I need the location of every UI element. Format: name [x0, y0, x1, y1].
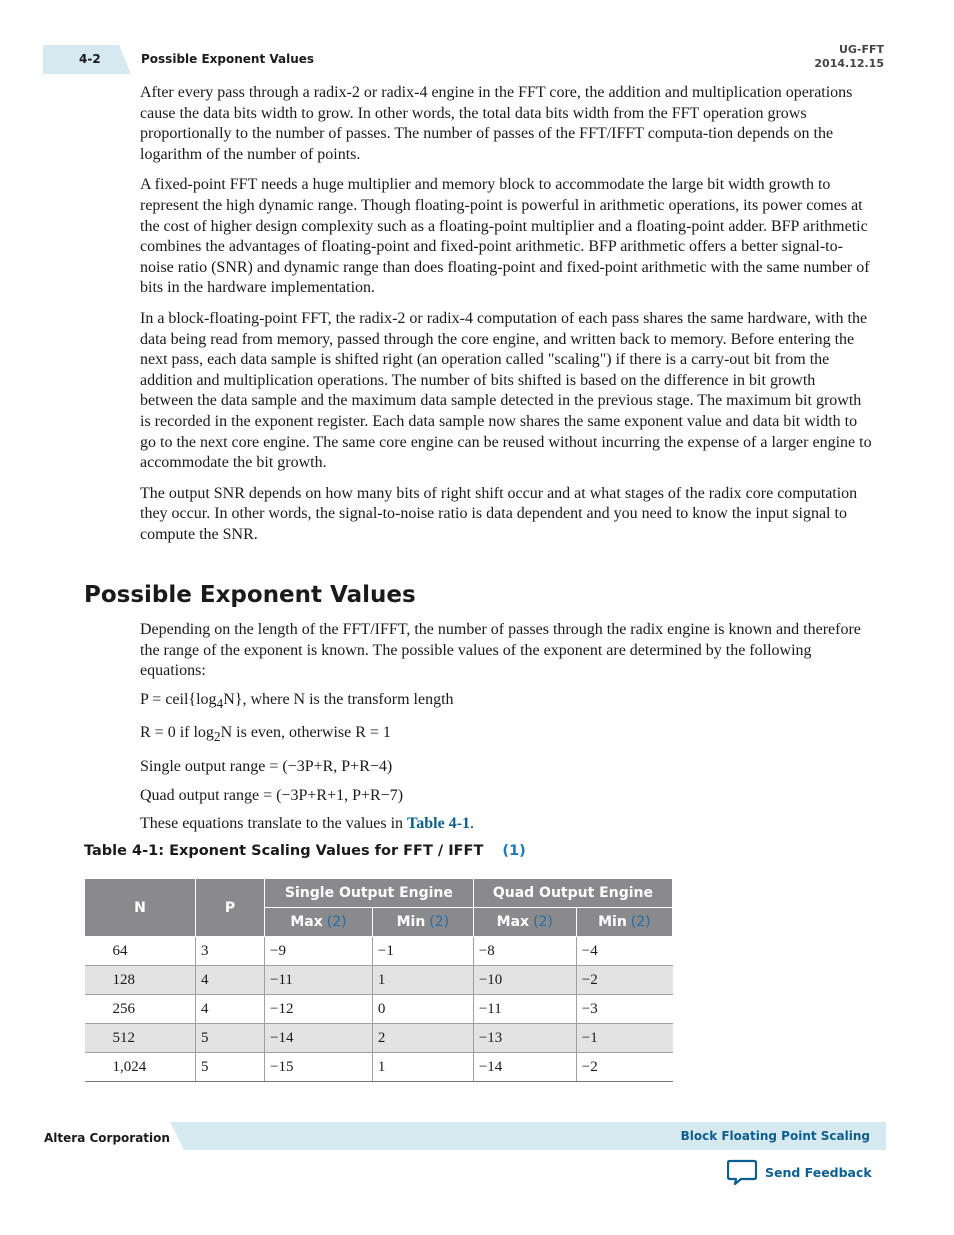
cell-n: 128	[85, 966, 196, 995]
doc-date: 2014.12.15	[814, 57, 884, 70]
cell-single-min: 1	[372, 1053, 473, 1082]
footnote-link[interactable]: (1)	[502, 843, 526, 859]
col-header-n: N	[85, 879, 196, 937]
send-feedback-label: Send Feedback	[765, 1164, 872, 1180]
footnote-link[interactable]: (2)	[533, 914, 553, 930]
cell-quad-max: −10	[473, 966, 576, 995]
cell-quad-min: −4	[576, 937, 672, 966]
paragraph: After every pass through a radix-2 or radix-4 engine in the FFT core, the addition and multiplication operations cause the data bits width to grow. In other words, the total data bits width from the FFT operation grows proportionally to the number of passes. The number of passes of the FFT/IFFT computa-tion depends on the logarithm of the number of points.	[140, 84, 853, 163]
speech-bubble-icon	[727, 1159, 757, 1185]
cell-quad-min: −1	[576, 1024, 672, 1053]
cell-quad-max: −8	[473, 937, 576, 966]
cell-single-max: −11	[265, 966, 373, 995]
cell-single-min: 0	[372, 995, 473, 1024]
paragraph: The output SNR depends on how many bits of right shift occur and at what stages of the radix core computation they occur. In other words, the signal-to-noise ratio is data dependent and you need to know the input signal to compute the SNR.	[140, 484, 858, 543]
table-link[interactable]: Table 4-1	[407, 815, 471, 833]
doc-info	[814, 43, 884, 71]
group-header-single: Single Output Engine	[265, 879, 474, 908]
cell-single-max: −12	[265, 995, 373, 1024]
table-caption	[84, 843, 526, 859]
cell-p: 4	[196, 995, 265, 1024]
cell-quad-min: −3	[576, 995, 672, 1024]
equation-single-range: Single output range = (−3P+R, P+R−4)	[140, 757, 393, 775]
cell-n: 1,024	[85, 1053, 196, 1082]
footer-company: Altera Corporation	[44, 1131, 170, 1145]
col-header-p: P	[196, 879, 265, 937]
doc-id: UG-FFT	[838, 43, 884, 56]
group-header-quad: Quad Output Engine	[473, 879, 672, 908]
running-header-title: Possible Exponent Values	[141, 52, 315, 66]
cell-n: 256	[85, 995, 196, 1024]
cell-n: 512	[85, 1024, 196, 1053]
table-caption-text: Table 4-1: Exponent Scaling Values for FFT / IFFT	[84, 843, 484, 859]
cell-p: 5	[196, 1053, 265, 1082]
cell-quad-min: −2	[576, 1053, 672, 1082]
exponent-table	[84, 878, 673, 1082]
footnote-link[interactable]: (2)	[429, 914, 450, 930]
paragraph: In a block-floating-point FFT, the radix-2 or radix-4 computation of each pass shares the same hardware, with the data being read from memory, passed through the core engine, and written back to memory. Before entering the next pass, each data sample is shifted right (an operation called "scaling") if there is a carry-out bit from the addition and multiplication operations. The number of bits shifted is based on the difference in bit growth between the data sample and the maximum data sample detected in the previous stage. The maximum bit growth is recorded in the exponent register. Each data sample now shares the same exponent value and data bit width to go to the next core engine. The same core engine can be reused without incurring the expense of a larger engine to accommodate the bit growth.	[140, 309, 872, 472]
table-row	[85, 937, 673, 966]
col-header-single-max: Max (2)	[265, 908, 373, 937]
cell-quad-max: −13	[473, 1024, 576, 1053]
cell-quad-max: −11	[473, 995, 576, 1024]
send-feedback-button[interactable]	[727, 1159, 872, 1185]
cell-single-min: 1	[372, 966, 473, 995]
footer-chapter-link[interactable]: Block Floating Point Scaling	[680, 1129, 870, 1143]
cell-p: 3	[196, 937, 265, 966]
cell-single-max: −14	[265, 1024, 373, 1053]
table-row	[85, 1053, 673, 1082]
table-row	[85, 1024, 673, 1053]
equation-r: R = 0 if $\log_2N$ is even, otherwise R = 1	[140, 724, 391, 745]
paragraph: A fixed-point FFT needs a huge multiplier and memory block to accommodate the large bit width growth to represent the high dynamic range. Though floating-point is powerful in arithmetic operations, its power comes at the cost of higher design complexity such as a floating-point multiplier and a floating-point adder. BFP arithmetic combines the advantages of floating-point and fixed-point arithmetic. BFP arithmetic offers a better signal-to-noise ratio (SNR) and dynamic range than does floating-point and fixed-point arithmetic with the same number of bits in the hardware implementation.	[140, 176, 870, 297]
section-intro: Depending on the length of the FFT/IFFT, the number of passes through the radix engine is known and therefore the range of the exponent is known. The possible values of the exponent are determined by the following equations:	[140, 621, 861, 680]
equation-quad-range: Quad output range = (−3P+R+1, P+R−7)	[140, 786, 404, 804]
body-text	[140, 83, 872, 555]
footnote-link[interactable]: (2)	[326, 914, 347, 930]
cell-single-min: −1	[372, 937, 473, 966]
cell-p: 4	[196, 966, 265, 995]
footnote-link[interactable]: (2)	[630, 914, 651, 930]
cell-p: 5	[196, 1024, 265, 1053]
equation-p: $P = ceil\{\log_4N\}$, where N is the transform length	[140, 691, 454, 712]
cell-quad-max: −14	[473, 1053, 576, 1082]
table-row	[85, 995, 673, 1024]
col-header-quad-max: Max (2)	[473, 908, 576, 937]
section-body	[140, 620, 872, 843]
col-header-quad-min: Min (2)	[576, 908, 672, 937]
cell-single-min: 2	[372, 1024, 473, 1053]
cell-single-max: −15	[265, 1053, 373, 1082]
cell-n: 64	[85, 937, 196, 966]
col-header-single-min: Min (2)	[372, 908, 473, 937]
table-row	[85, 966, 673, 995]
section-heading: Possible Exponent Values	[84, 582, 416, 608]
cell-quad-min: −2	[576, 966, 672, 995]
cell-single-max: −9	[265, 937, 373, 966]
page-number: 4-2	[79, 52, 101, 66]
table-reference-sentence: These equations translate to the values in Table 4-1.	[140, 815, 475, 833]
